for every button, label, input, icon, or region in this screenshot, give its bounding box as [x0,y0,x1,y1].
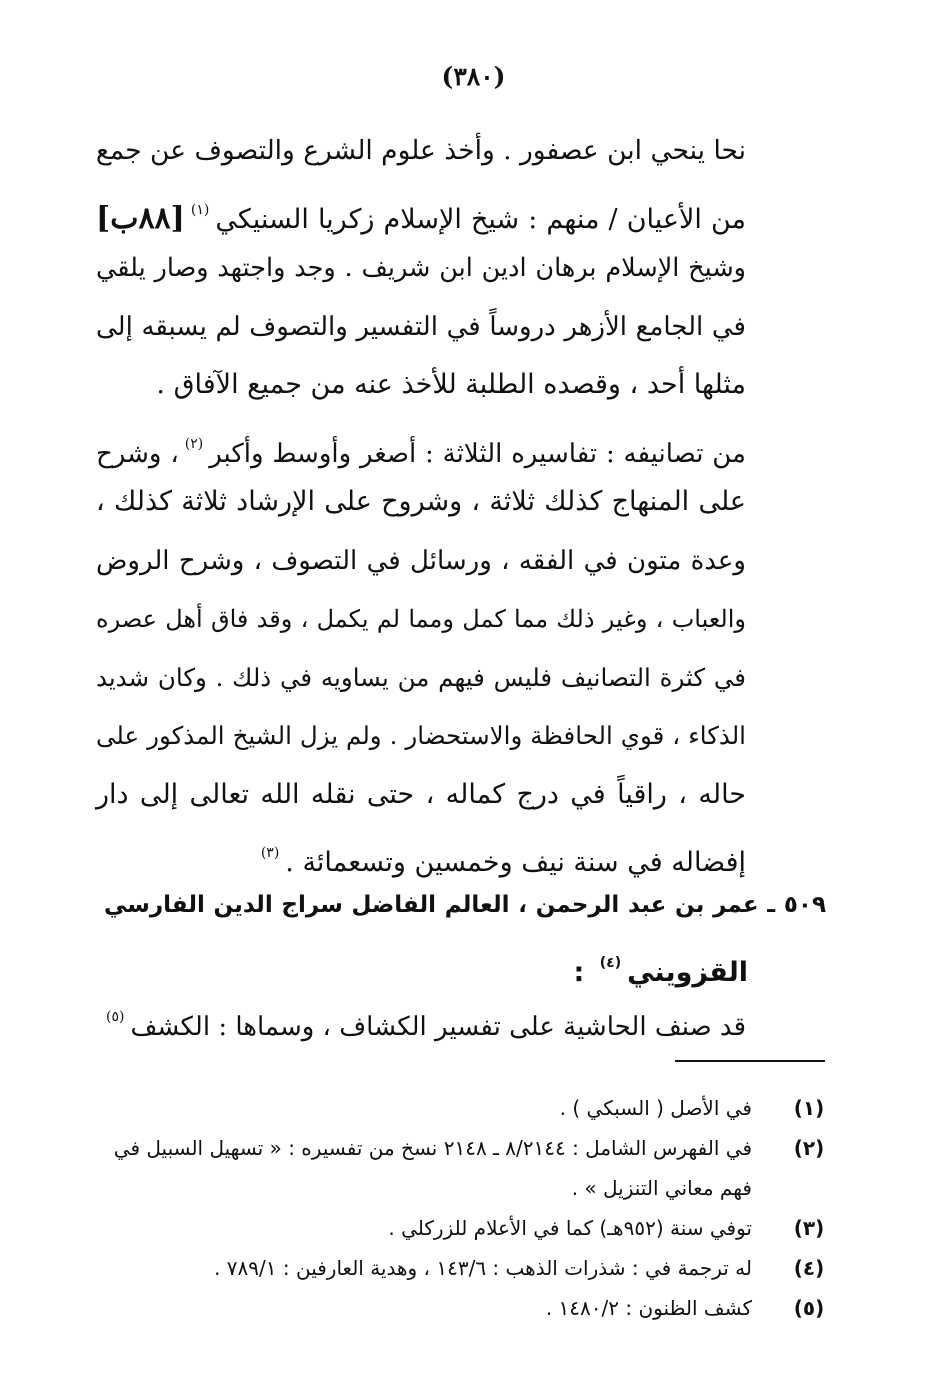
footnote-ref: (٢) [184,435,204,452]
main-text [96,122,746,883]
page-number: (٣٨٠) [441,62,506,91]
footnote-text-cont: فهم معاني التنزيل » . [571,1176,752,1200]
text-line-segment: قد صنف الحاشية على تفسير الكشاف ، وسماها : الكشف [130,1012,746,1042]
footnote-number: (٢) [793,1136,825,1160]
entry-heading-line [104,876,826,934]
text-line [96,415,746,474]
footnote [96,1208,829,1248]
text-line-segment: من الأعيان / منهم : شيخ الإسلام زكريا السنيكي [215,203,746,235]
text-line: حاله ، راقياً في درج كماله ، حتى نقله الله تعالى إلى دار [96,778,746,810]
footnote-number: (٤) [793,1256,825,1280]
text-line [96,181,746,240]
text-line: على المنهاج كذلك ثلاثة ، وشروح على الإرشاد ثلاثة كذلك ، [96,486,746,517]
text-line: في الجامع الأزهر دروساً في التفسير والتصوف لم يسبقه إلى [96,311,746,342]
entry-body [96,988,746,1047]
footnote-text: في الفهرس الشامل : ٨/٢١٤٤ ـ ٢١٤٨ نسخ من تفسيره : « تسهيل السبيل في [113,1136,752,1160]
footnote-text: له ترجمة في : شذرات الذهب : ١٤٣/٦ ، وهدية العارفين : ٧٨٩/١ . [214,1256,752,1280]
footnote [96,1128,829,1208]
folio-marker: [٨٨ب] [96,200,185,236]
footnote [96,1088,829,1128]
footnote [96,1288,829,1328]
text-line: وشيخ الإسلام برهان ادين ابن شريف . وجد واجتهد وصار يلقي [96,253,746,283]
footnotes [96,1088,829,1328]
entry-title: عمر بن عبد الرحمن ، العالم الفاضل سراج الدين الفارسي [104,892,759,918]
footnote-text: توفي سنة (٩٥٢هـ) كما في الأعلام للزركلي . [388,1216,752,1240]
footnote-number: (٣) [793,1216,825,1240]
footnote-number: (١) [793,1096,825,1120]
footnote-ref: (١) [190,201,210,218]
entry-heading-line [104,934,826,992]
footnote-ref: (٥) [105,1009,125,1025]
text-line [96,824,746,883]
entry-colon: : [573,957,585,988]
entry-title-cont: القزويني [627,957,748,988]
footnote-ref: (٣) [260,845,280,861]
footnote [96,1248,829,1288]
text-line-segment: إفضاله في سنة نيف وخمسين وتسعمائة . [285,847,746,878]
text-line: نحا ينحي ابن عصفور . وأخذ علوم الشرع والتصوف عن جمع [95,135,746,166]
text-line: في كثرة التصانيف فليس فيهم من يساويه في ذلك . وكان شديد [96,662,746,692]
footnote-text: في الأصل ( السبكي ) . [559,1096,752,1120]
text-line-segment: من تصانيفه : تفاسيره الثلاثة : أصغر وأوسط وأكبر [209,438,746,469]
text-line [96,988,746,1047]
entry-heading [104,876,826,992]
text-line: وعدة متون في الفقه ، ورسائل في التصوف ، وشرح الروض [96,545,746,576]
footnote-ref: (٤) [599,955,622,971]
footnote-number: (٥) [793,1296,825,1320]
text-line: مثلها أحد ، وقصده الطلبة للأخذ عنه من جميع الآفاق . [156,369,746,400]
entry-number: ٥٠٩ ـ [767,892,827,918]
footnote-divider [675,1060,825,1062]
footnote-text: كشف الظنون : ١٤٨٠/٢ . [545,1296,752,1320]
text-line: الذكاء ، قوي الحافظة والاستحضار . ولم يزل الشيخ المذكور على [96,721,746,750]
text-line: والعباب ، وغير ذلك مما كمل ومما لم يكمل ، وقد فاق أهل عصره [96,605,746,633]
text-line-segment: ، وشرح [96,438,179,469]
